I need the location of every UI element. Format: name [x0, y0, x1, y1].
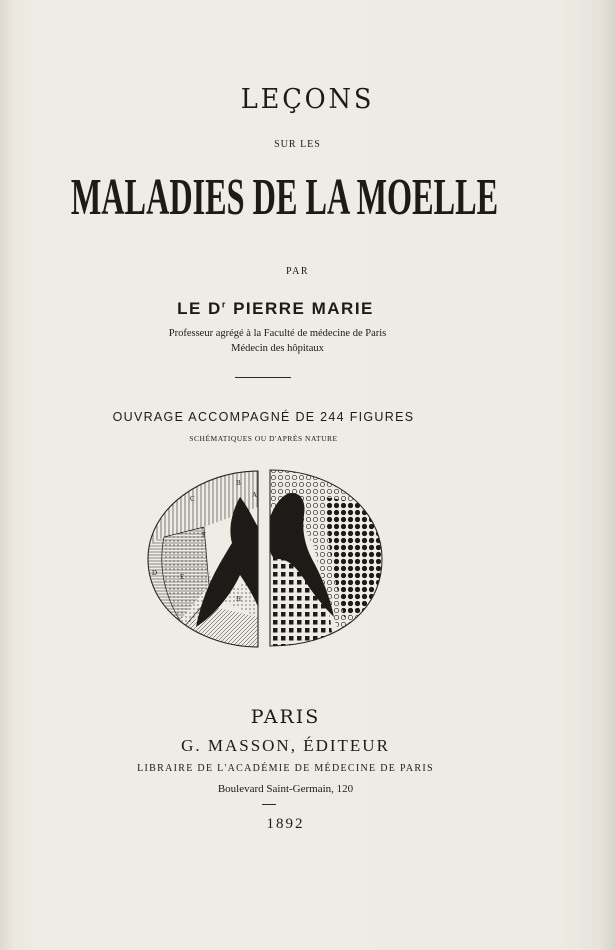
- figure-label-c: C: [190, 495, 195, 503]
- imprint-city: PARIS: [250, 706, 321, 728]
- title-line-sur-les: SUR LES: [274, 139, 321, 150]
- figure-label-d: D: [152, 569, 158, 577]
- figure-label-f: F: [202, 531, 206, 539]
- figure-label-a: A: [252, 491, 258, 499]
- figure-label-b: B: [236, 479, 241, 487]
- author-affiliation-2: Médecin des hôpitaux: [231, 343, 324, 354]
- author-name: PIERRE MARIE: [233, 299, 374, 318]
- title-line-main: MALADIES DE LA MOELLE: [70, 169, 499, 226]
- author-prefix-sup: r: [221, 299, 227, 310]
- imprint-year: 1892: [266, 816, 305, 832]
- spinal-cord-cross-section-icon: [144, 467, 386, 649]
- imprint-publisher: G. MASSON, ÉDITEUR: [181, 736, 390, 755]
- author-prefix: LE D: [177, 299, 222, 318]
- illustrations-subnote: SCHÉMATIQUES OU D'APRÈS NATURE: [189, 434, 338, 443]
- title-line-lecons: LEÇONS: [240, 84, 375, 115]
- illustrations-note: OUVRAGE ACCOMPAGNÉ DE 244 FIGURES: [112, 410, 415, 424]
- imprint-address: Boulevard Saint-Germain, 120: [217, 783, 354, 795]
- author-affiliation-1: Professeur agrégé à la Faculté de médecine de Paris: [168, 328, 387, 339]
- figure-label-g: G: [242, 551, 248, 559]
- figure-label-e: E: [180, 573, 185, 581]
- author-name-line: [0, 299, 583, 319]
- author-by: PAR: [285, 266, 310, 277]
- imprint-divider: [262, 804, 276, 805]
- imprint-library: LIBRAIRE DE L'ACADÉMIE DE MÉDECINE DE PARIS: [137, 763, 434, 774]
- figure-label-h: H: [236, 595, 242, 603]
- divider-rule: [235, 377, 291, 378]
